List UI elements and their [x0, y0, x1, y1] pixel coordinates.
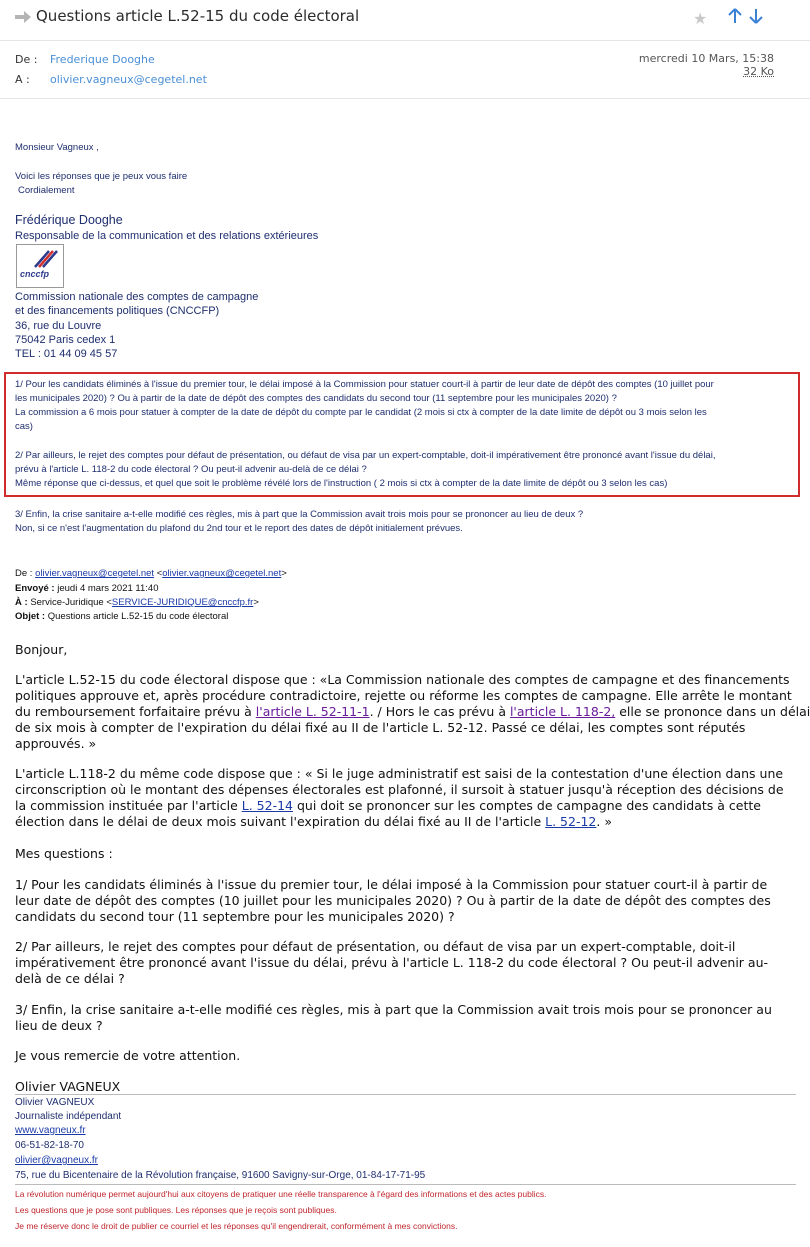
- body-p2-line4: [15, 814, 612, 829]
- quoted-to-email-link[interactable]: SERVICE-JURIDIQUE@cnccfp.fr: [111, 597, 254, 608]
- box-q1-line2: les municipales 2020) ? Ou à partir de la date de dépôt des comptes des candidats du second tour (11 septembre pour les municipales 2020) ?: [15, 393, 617, 404]
- body-mes-questions: Mes questions :: [15, 846, 113, 861]
- signature-role: Responsable de la communication et des relations extérieures: [15, 230, 319, 242]
- reply-q3: 3/ Enfin, la crise sanitaire a-t-elle modifié ces règles, mis à part que la Commission avait trois mois pour se prononcer au lieu de deux ?: [15, 509, 584, 520]
- footer-site-link[interactable]: www.vagneux.fr: [15, 1125, 86, 1136]
- footer-note-3: Je me réserve donc le droit de publier ce courriel et les réponses qu'il engendrerait, conformément à mes convictions.: [15, 1221, 458, 1231]
- body-p1-line1: L'article L.52-15 du code électoral dispose que : «La Commission nationale des comptes de campagne et des financements: [15, 672, 790, 687]
- header-divider: [0, 40, 810, 41]
- p2-line4-a: élection dans le délai de deux mois suivant l'expiration du délai fixé au II de l'article: [15, 814, 546, 829]
- body-p2-line1: L'article L.118-2 du même code dispose que : « Si le juge administratif est saisi de la contestation d'une élection dans une: [15, 766, 784, 781]
- p2-line3-a: la commission instituée par l'article: [15, 798, 242, 813]
- link-article-52-12[interactable]: L. 52-12: [545, 814, 597, 829]
- from-label: De :: [15, 53, 38, 66]
- quoted-sent-label: Envoyé :: [15, 583, 55, 594]
- footer-name: Olivier VAGNEUX: [15, 1097, 95, 1108]
- body-q2-line1: 2/ Par ailleurs, le rejet des comptes pour défaut de présentation, ou défaut de visa par un expert-comptable, doit-il: [15, 939, 736, 954]
- quoted-to-gt: >: [253, 597, 259, 608]
- body-p1-line3: [15, 704, 810, 719]
- org-line-1: Commission nationale des comptes de campagne: [15, 291, 259, 303]
- quoted-from-lt: <: [156, 568, 163, 579]
- body-q1-line2: leur date de dépôt des comptes (10 juillet pour les municipales 2020) ? Ou à partir de la date de dépôt des comptes des: [15, 893, 771, 908]
- box-q2-line1: 2/ Par ailleurs, le rejet des comptes pour défaut de présentation, ou défaut de visa par un expert-comptable, doit-il impérativement être prononcé avant l'issue du délai,: [15, 450, 716, 461]
- quoted-from-label: De :: [15, 568, 33, 579]
- body-q3-line1: 3/ Enfin, la crise sanitaire a-t-elle modifié ces règles, mis à part que la Commission avait trois mois pour se prononcer au: [15, 1002, 772, 1017]
- body-q2-line3: delà de ce délai ?: [15, 971, 125, 986]
- quoted-to-label: À :: [15, 597, 28, 608]
- body-q1-line1: 1/ Pour les candidats éliminés à l'issue du premier tour, le délai imposé à la Commission pour statuer court-il à partir de: [15, 877, 768, 892]
- footer-email: [15, 1155, 98, 1166]
- link-article-118-2[interactable]: l'article L. 118-2,: [509, 704, 616, 719]
- body-q1-line3: candidats du second tour (11 septembre pour les municipales 2020) ?: [15, 909, 455, 924]
- box-q2-line2: prévu à l'article L. 118-2 du code électoral ? Ou peut-il advenir au-delà de ce délai ?: [15, 464, 367, 475]
- footer-note-2: Les questions que je pose sont publiques. Les réponses que je reçois sont publiques.: [15, 1205, 337, 1215]
- quoted-sent: [15, 583, 158, 594]
- reply-a3: Non, si ce n'est l'augmentation du plafond du 2nd tour et le report des dates de dépôt initialement prévues.: [15, 523, 463, 534]
- box-a1-line2: cas): [15, 421, 33, 432]
- body-p2-line3: [15, 798, 761, 813]
- to-recipient[interactable]: olivier.vagneux@cegetel.net: [50, 73, 207, 86]
- message-subject: Questions article L.52-15 du code électoral: [36, 7, 360, 25]
- link-article-52-14[interactable]: L. 52-14: [241, 798, 293, 813]
- cnccfp-logo: [16, 244, 64, 288]
- message-date: mercredi 10 Mars, 15:38: [638, 52, 774, 65]
- p1-line3-a: du remboursement forfaitaire prévu à: [15, 704, 256, 719]
- body-p1-line4: de six mois à compter de l'expiration du délai fixé au II de l'article L. 52-12. Passé ce délai, les comptes sont réputés: [15, 720, 746, 735]
- quoted-from: [15, 568, 287, 579]
- box-q1-line1: 1/ Pour les candidats éliminés à l'issue du premier tour, le délai imposé à la Commission pour statuer court-il à partir de leur date de dépôt des comptes (10 juillet pour: [15, 379, 714, 390]
- body-thanks: Je vous remercie de votre attention.: [15, 1048, 241, 1063]
- quoted-subject-text: Questions article L.52-15 du code électoral: [47, 611, 229, 622]
- arrow-down-icon[interactable]: [749, 8, 763, 24]
- logo-text: cnccfp: [20, 269, 50, 279]
- footer-site: [15, 1125, 86, 1136]
- body-p2-line2: circonscription où le montant des dépenses électorales est plafonné, il sursoit à statuer jusqu'à réception des décisions de: [15, 782, 784, 797]
- body-q2-line2: impérativement être prononcé avant l'issue du délai, prévu à l'article L. 118-2 du code électoral ? Ou peut-il advenir au-: [15, 955, 768, 970]
- quoted-from-gt: >: [281, 568, 287, 579]
- message-header: [0, 0, 810, 40]
- link-article-52-11-1[interactable]: l'article L. 52-11-1: [255, 704, 370, 719]
- body-p1-line5: approuvés. »: [15, 736, 97, 751]
- p1-line3-b: . / Hors le cas prévu à: [369, 704, 510, 719]
- body-p1-line2: politiques approuve et, après procédure contradictoire, rejette ou réforme les comptes de campagne. Elle arrête le montant: [15, 688, 792, 703]
- p2-line4-b: . »: [596, 814, 612, 829]
- message-size: 32 Ko: [743, 65, 774, 78]
- quoted-subject: [15, 611, 228, 622]
- org-line-2: et des financements politiques (CNCCFP): [15, 305, 220, 317]
- signature-divider: [15, 1094, 796, 1095]
- reply-greeting: Monsieur Vagneux ,: [15, 142, 99, 153]
- org-address-2: 75042 Paris cedex 1: [15, 334, 116, 346]
- quoted-from-email-link[interactable]: olivier.vagneux@cegetel.net: [162, 568, 282, 579]
- body-q3-line2: lieu de deux ?: [15, 1018, 103, 1033]
- body-hello: Bonjour,: [15, 642, 68, 657]
- quoted-to-name: Service-Juridique <: [30, 597, 112, 608]
- quoted-sent-date: jeudi 4 mars 2021 11:40: [57, 583, 159, 594]
- reply-closing: Cordialement: [18, 185, 75, 196]
- quoted-to: [15, 597, 259, 608]
- footer-address: 75, rue du Bicentenaire de la Révolution française, 91600 Savigny-sur-Orge, 01-84-17-71-95: [15, 1170, 426, 1181]
- meta-divider: [0, 98, 810, 99]
- cnccfp-logo-icon: [17, 245, 63, 287]
- to-label: A :: [15, 73, 30, 86]
- body-sender: Olivier VAGNEUX: [15, 1079, 121, 1094]
- arrow-up-icon[interactable]: [728, 8, 742, 24]
- p2-line3-b: qui doit se prononcer sur les comptes de campagne des candidats à cette: [293, 798, 761, 813]
- star-icon[interactable]: ★: [693, 9, 708, 28]
- org-address-1: 36, rue du Louvre: [15, 320, 102, 332]
- signature-name: Frédérique Dooghe: [15, 213, 123, 227]
- org-tel: TEL : 01 44 09 45 57: [15, 348, 118, 360]
- from-sender[interactable]: Frederique Dooghe: [50, 53, 155, 66]
- footer-email-link[interactable]: olivier@vagneux.fr: [15, 1155, 98, 1166]
- quoted-from-link[interactable]: olivier.vagneux@cegetel.net: [35, 568, 155, 579]
- footer-phone: 06-51-82-18-70: [15, 1140, 84, 1151]
- footer-role: Journaliste indépendant: [15, 1111, 122, 1122]
- box-a2: Même réponse que ci-dessus, et quel que soit le problème révélé lors de l'instruction ( 2 mois si ctx à compter de la date limite de dépôt ou 3 selon les cas): [15, 478, 668, 489]
- box-a1-line1: La commission a 6 mois pour statuer à compter de la date de dépôt du compte par le candidat (2 mois si ctx à compter de la date limite de dépôt ou 3 mois selon les: [15, 407, 707, 418]
- forward-arrow-icon: [14, 9, 32, 25]
- footer-divider: [15, 1184, 796, 1185]
- reply-intro: Voici les réponses que je peux vous faire: [15, 171, 188, 182]
- p1-line3-c: elle se prononce dans un délai: [615, 704, 810, 719]
- footer-note-1: La révolution numérique permet aujourd'hui aux citoyens de pratiquer une réelle transparence à l'égard des informations et des actes publics.: [15, 1189, 547, 1199]
- quoted-subject-label: Objet :: [15, 611, 46, 622]
